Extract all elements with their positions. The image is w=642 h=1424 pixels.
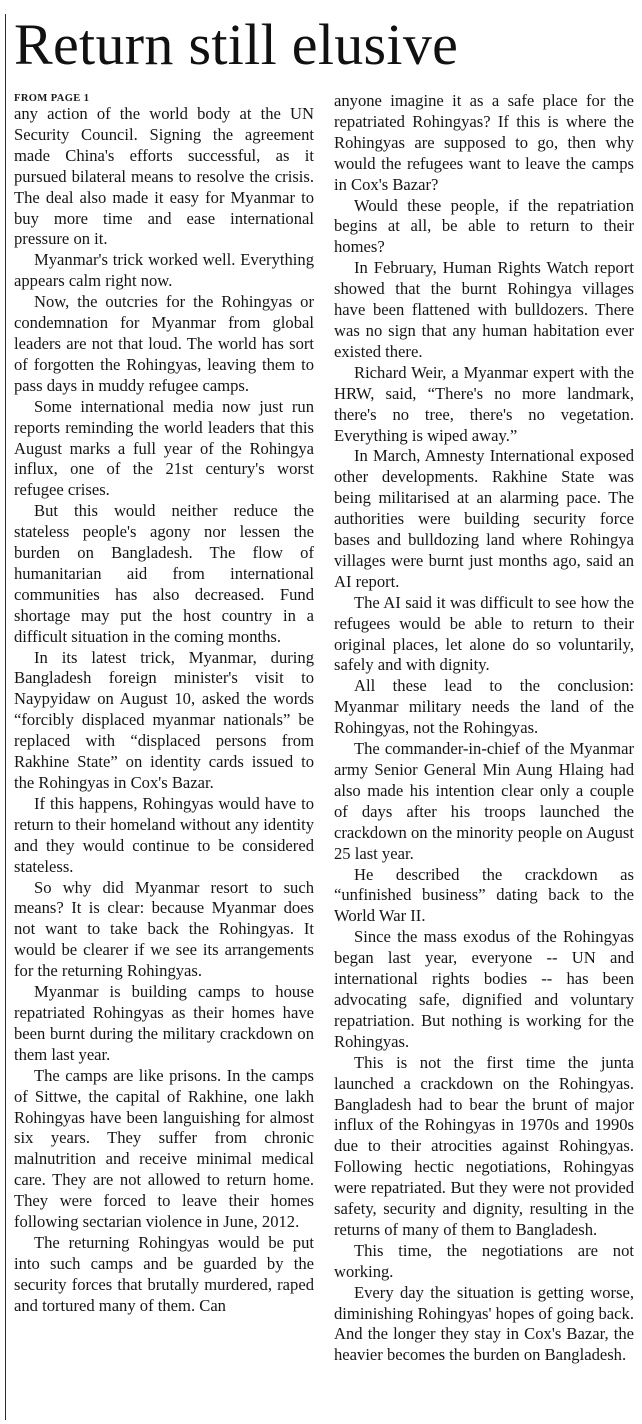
paragraph: If this happens, Rohingyas would have to return to their homeland without any identity and they would continue to be considered stateless.	[14, 793, 314, 876]
column-rule	[5, 14, 6, 1420]
paragraph: So why did Myanmar resort to such means? It is clear: because Myanmar does not want to take back the Rohingyas. It would be clearer if we see its arrangements for the returning Rohingyas.	[14, 877, 314, 981]
paragraph: But this would neither reduce the stateless people's agony nor lessen the burden on Bangladesh. The flow of humanitarian aid from international communities has also decreased. Fund shortage may put the host country in a difficult situation in the coming months.	[14, 501, 314, 646]
paragraph: Richard Weir, a Myanmar expert with the HRW, said, “There's no more landmark, there's no tree, there's no vegetation. Everything is wiped away.”	[334, 362, 634, 445]
paragraph: He described the crackdown as “unfinished business” dating back to the World War II.	[334, 864, 634, 926]
article-column-right	[334, 91, 634, 1366]
paragraph: Since the mass exodus of the Rohingyas began last year, everyone -- UN and international rights bodies -- has been advocating safe, dignified and voluntary repatriation. But nothing is working for the Rohingyas.	[334, 927, 634, 1051]
paragraph: The returning Rohingyas would be put into such camps and be guarded by the security forces that brutally murdered, raped and tortured many of them. Can	[14, 1232, 314, 1315]
paragraph: Every day the situation is getting worse, diminishing Rohingyas' hopes of going back. And the longer they stay in Cox's Bazar, the heavier becomes the burden on Bangladesh.	[334, 1282, 634, 1365]
paragraph: In its latest trick, Myanmar, during Bangladesh foreign minister's visit to Naypyidaw on August 10, asked the words “forcibly displaced myanmar nationals” be replaced with “displaced persons from Rakhine State” on identity cards issued to the Rohingyas in Cox's Bazar.	[14, 647, 314, 792]
paragraph: This is not the first time the junta launched a crackdown on the Rohingyas. Bangladesh had to bear the brunt of major influx of the Rohingyas in 1970s and 1990s due to their atrocities against Rohingyas. Following hectic negotiations, Rohingyas were repatriated. But they were not provided safety, security and dignity, resulting in the returns of many of them to Bangladesh.	[334, 1052, 634, 1239]
paragraph: anyone imagine it as a safe place for the repatriated Rohingyas? If this is where the Rohingyas are supposed to go, then why would the refugees want to leave the camps in Cox's Bazar?	[334, 91, 634, 194]
paragraph: The commander-in-chief of the Myanmar army Senior General Min Aung Hlaing had also made his intention clear only a couple of days after his troops launched the crackdown on the minority people on August 25 last year.	[334, 739, 634, 863]
paragraph: Myanmar's trick worked well. Everything appears calm right now.	[14, 250, 314, 291]
paragraph: Some international media now just run reports reminding the world leaders that this August marks a full year of the Rohingya influx, one of the 21st century's worst refugee crises.	[14, 396, 314, 500]
paragraph: Myanmar is building camps to house repatriated Rohingyas as their homes have been burnt during the military crackdown on them last year.	[14, 982, 314, 1064]
continuation-kicker: FROM PAGE 1	[14, 93, 90, 104]
paragraph: All these lead to the conclusion: Myanmar military needs the land of the Rohingyas, not the Rohingyas.	[334, 676, 634, 738]
paragraph: In March, Amnesty International exposed other developments. Rakhine State was being militarised at an alarming pace. The authorities were building security force bases and bulldozing land where Rohingya villages were burnt just months ago, said an AI report.	[334, 446, 634, 591]
article-column-left	[14, 93, 314, 1317]
headline: Return still elusive	[14, 12, 459, 77]
paragraph: The AI said it was difficult to see how the refugees would be able to return to their original places, let alone do so voluntarily, safely and with dignity.	[334, 592, 634, 675]
paragraph: Would these people, if the repatriation begins at all, be able to return to their homes?	[334, 195, 634, 257]
paragraph: Now, the outcries for the Rohingyas or condemnation for Myanmar from global leaders are not that loud. The world has sort of forgotten the Rohingyas, leaving them to pass days in muddy refugee camps.	[14, 292, 314, 395]
paragraph: any action of the world body at the UN Security Council. Signing the agreement made China's efforts successful, as it pursued bilateral means to resolve the crisis. The deal also made it easy for Myanmar to buy more time and ease international pressure on it.	[14, 104, 314, 249]
paragraph: In February, Human Rights Watch report showed that the burnt Rohingya villages have been flattened with bulldozers. There was no sign that any human habitation ever existed there.	[334, 258, 634, 361]
paragraph: This time, the negotiations are not working.	[334, 1240, 634, 1281]
paragraph: The camps are like prisons. In the camps of Sittwe, the capital of Rakhine, one lakh Rohingyas have been languishing for almost six years. They suffer from chronic malnutrition and receive minimal medical care. They are not allowed to return home. They were forced to leave their homes following sectarian violence in June, 2012.	[14, 1065, 314, 1232]
